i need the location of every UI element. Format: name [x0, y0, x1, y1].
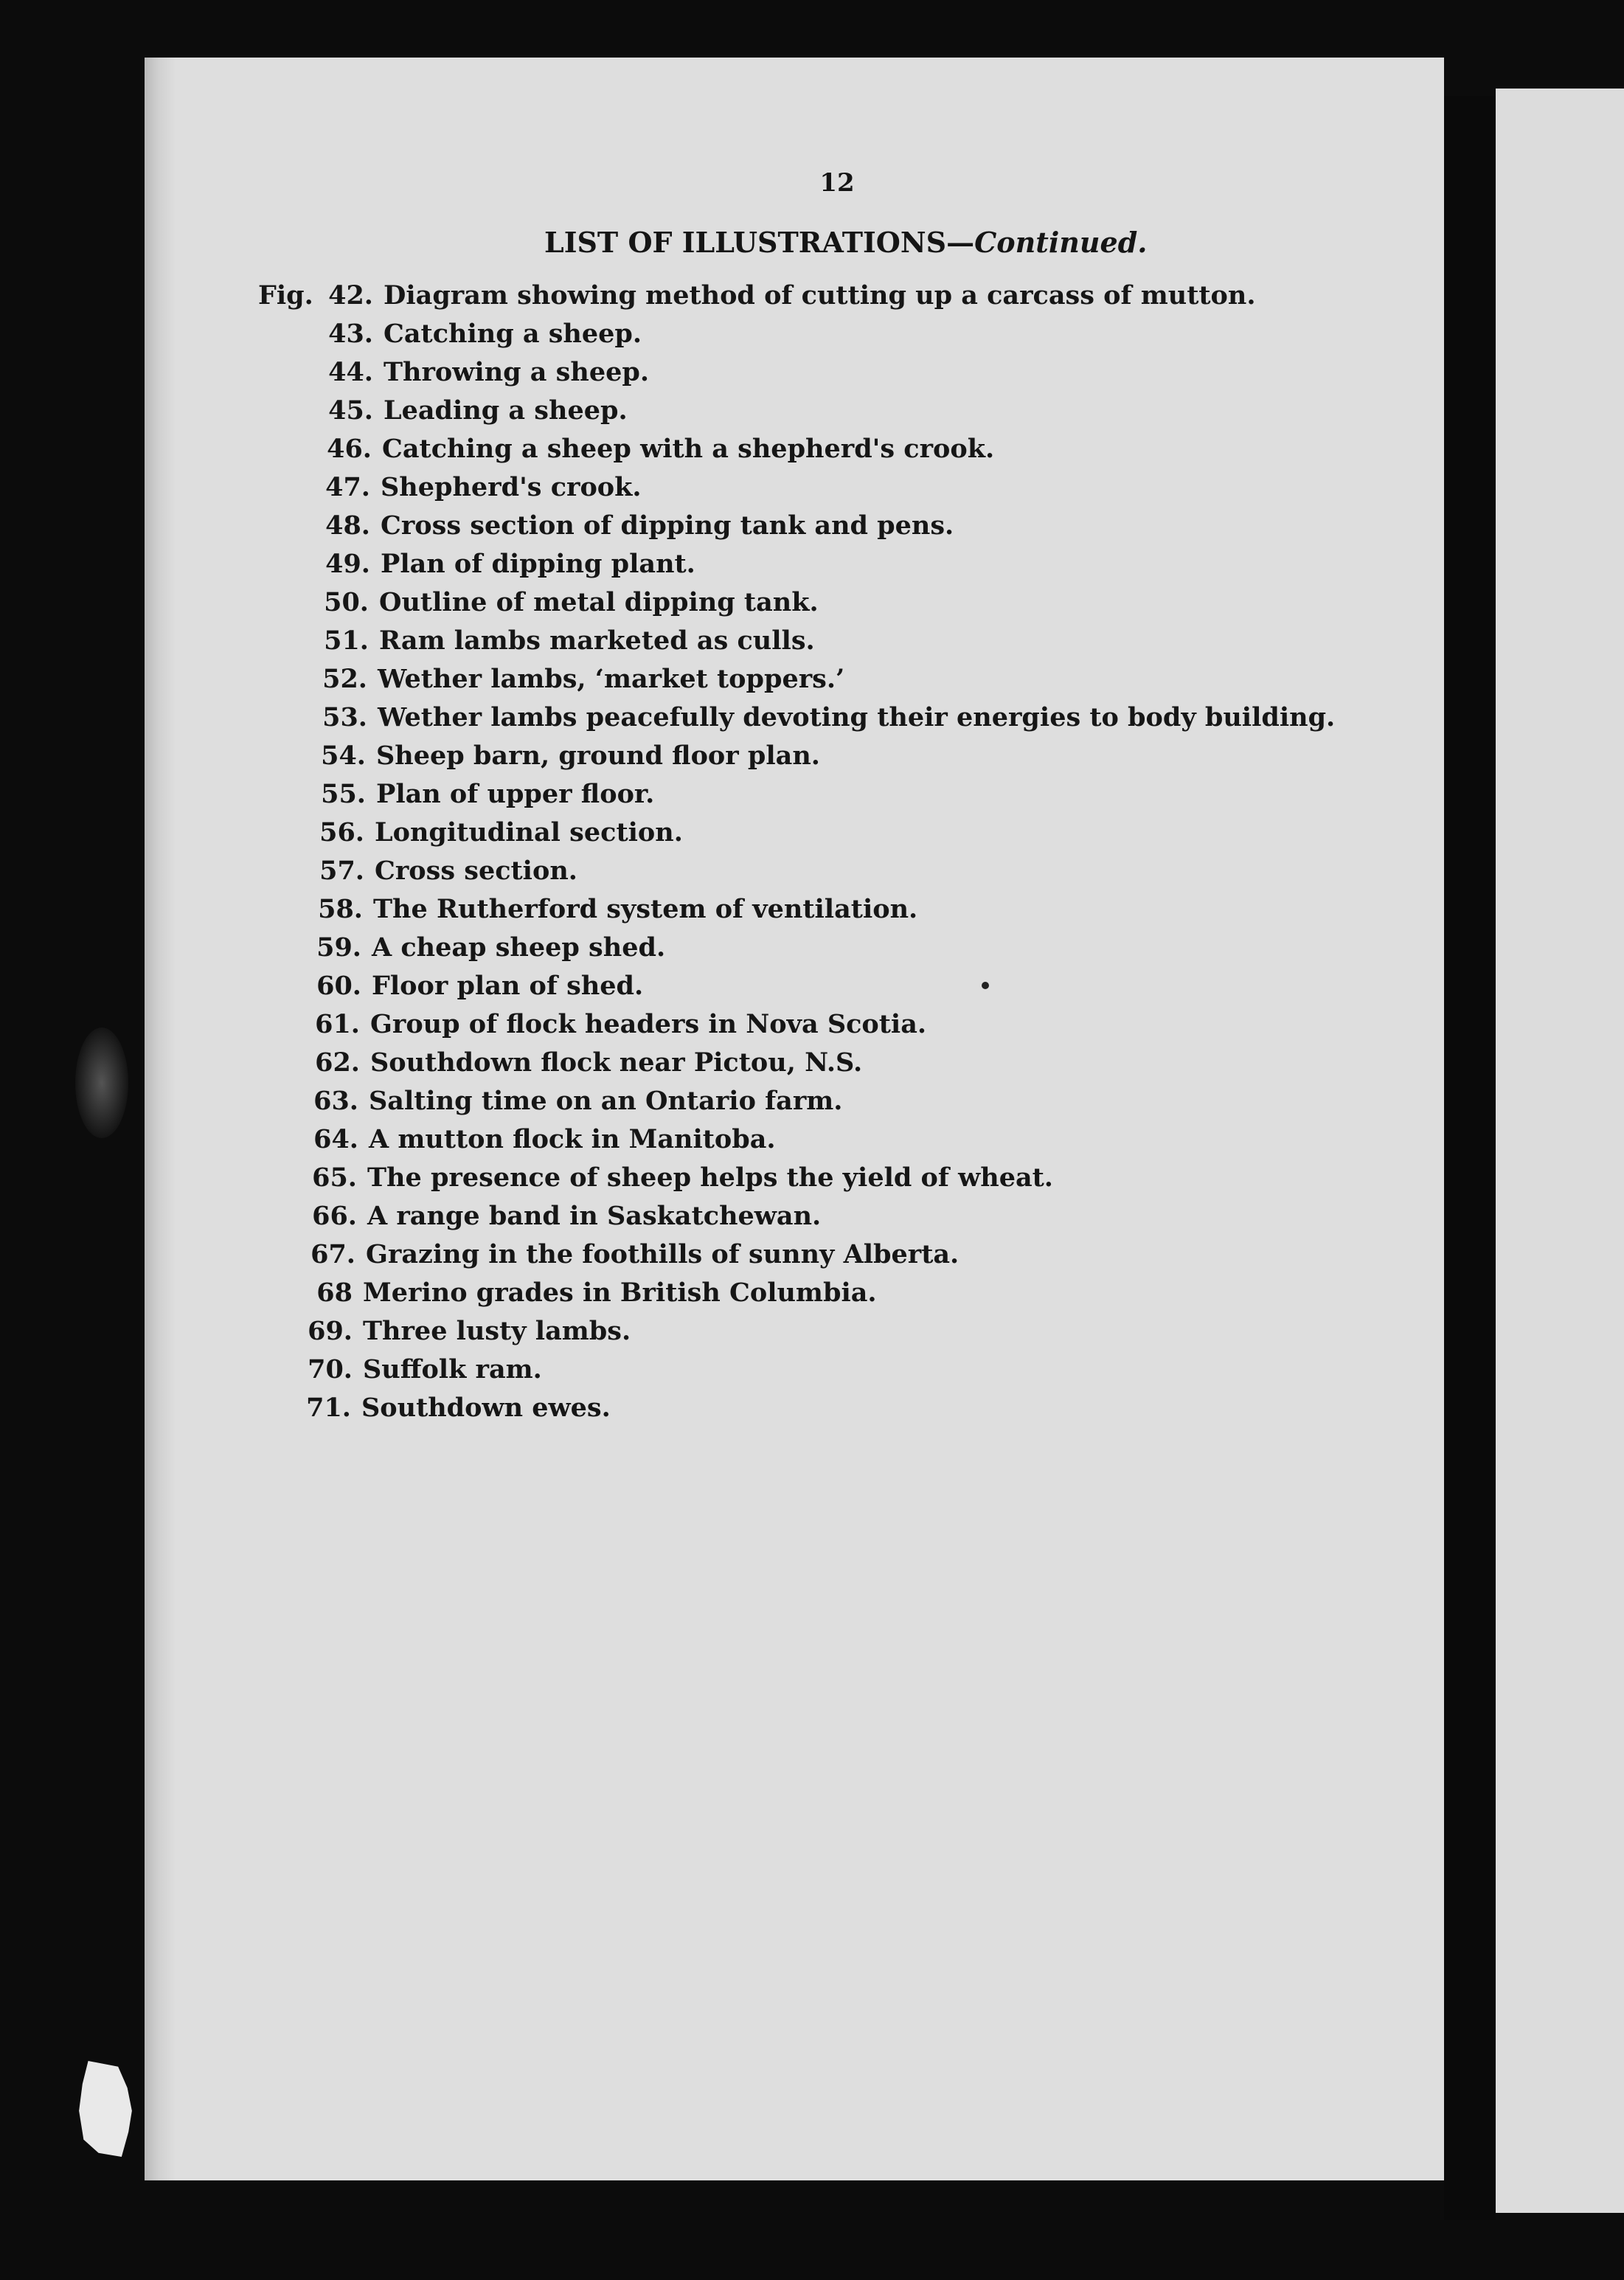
scan-stain — [75, 1028, 128, 1138]
figure-caption: Plan of upper floor. — [376, 779, 655, 809]
figure-list-item — [237, 1278, 877, 1308]
figure-caption: Wether lambs, ‘market toppers.’ — [378, 664, 845, 694]
figure-caption: Plan of dipping plant. — [381, 549, 695, 579]
fig-prefix: Fig. — [258, 280, 313, 311]
page-binding-edge — [145, 58, 176, 2180]
figure-number: 53. — [322, 702, 367, 732]
figure-caption: Catching a sheep with a shepherd's crook. — [382, 434, 995, 464]
adjacent-page — [1496, 89, 1624, 2213]
figure-number: 43. — [328, 319, 373, 349]
figure-list-item — [243, 1124, 776, 1154]
book-spine — [1444, 96, 1496, 2220]
figure-list-item — [246, 932, 665, 963]
figure-list-item — [252, 664, 844, 694]
figure-caption: Leading a sheep. — [384, 395, 628, 426]
figure-list-item — [242, 1162, 1053, 1193]
figure-number: 69. — [308, 1316, 353, 1346]
figure-number: 65. — [312, 1162, 357, 1193]
figure-caption: Wether lambs peacefully devoting their energies to body building. — [378, 702, 1336, 732]
figure-list-item — [258, 357, 649, 387]
figure-caption: Southdown flock near Pictou, N.S. — [370, 1047, 863, 1078]
figure-caption: Grazing in the foothills of sunny Alberta. — [366, 1239, 960, 1269]
figure-list-item — [251, 779, 654, 809]
figure-caption: Outline of metal dipping tank. — [379, 587, 819, 617]
ink-speck — [982, 982, 989, 989]
figure-caption: Throwing a sheep. — [384, 357, 650, 387]
figure-number: 71. — [306, 1393, 351, 1423]
title-continued: Continued. — [974, 226, 1148, 259]
figure-caption: Suffolk ram. — [363, 1354, 542, 1385]
figure-list-item — [255, 510, 954, 541]
figure-caption: Diagram showing method of cutting up a carcass of mutton. — [384, 280, 1256, 311]
figure-list-item — [258, 395, 628, 426]
figure-list-item — [258, 319, 642, 349]
figure-number: 52. — [322, 664, 367, 694]
figure-caption: Longitudinal section. — [375, 817, 683, 848]
figure-list-item — [251, 741, 820, 771]
figure-caption: Ram lambs marketed as culls. — [379, 626, 815, 656]
figure-caption: Three lusty lambs. — [363, 1316, 631, 1346]
figure-caption: Cross section. — [375, 856, 577, 886]
figure-list-item — [245, 1009, 926, 1039]
figure-caption: The Rutherford system of ventilation. — [373, 894, 918, 924]
figure-number: 56. — [319, 817, 364, 848]
figure-list-item — [258, 280, 1256, 311]
figure-number: 45. — [328, 395, 373, 426]
figure-caption: A mutton flock in Manitoba. — [369, 1124, 776, 1154]
figure-list-item — [237, 1316, 631, 1346]
figure-number: 60. — [316, 971, 361, 1001]
figure-list-item — [240, 1239, 959, 1269]
figure-list-item — [254, 587, 819, 617]
figure-number: 42. — [328, 280, 373, 311]
figure-caption: The presence of sheep helps the yield of wheat. — [367, 1162, 1053, 1193]
figure-list-item — [249, 817, 683, 848]
figure-list-item — [243, 1086, 843, 1116]
figure-caption: Floor plan of shed. — [372, 971, 644, 1001]
torn-paper-fragment — [77, 2061, 134, 2157]
page-title — [544, 226, 1148, 259]
figure-caption: Catching a sheep. — [384, 319, 642, 349]
figure-list-item — [248, 894, 917, 924]
figure-list-item — [246, 971, 643, 1001]
figure-number: 70. — [308, 1354, 353, 1385]
figure-number: 54. — [321, 741, 366, 771]
figure-list-item — [236, 1393, 611, 1423]
figure-number: 46. — [327, 434, 372, 464]
figure-list-item — [237, 1354, 542, 1385]
figure-number: 49. — [325, 549, 370, 579]
title-main: LIST OF ILLUSTRATIONS— — [544, 226, 975, 259]
figure-caption: A range band in Saskatchewan. — [367, 1201, 822, 1231]
figure-caption: Group of flock headers in Nova Scotia. — [370, 1009, 927, 1039]
figure-list-item — [257, 434, 994, 464]
figure-caption: Southdown ewes. — [361, 1393, 611, 1423]
figure-caption: Merino grades in British Columbia. — [363, 1278, 877, 1308]
figure-number: 62. — [315, 1047, 360, 1078]
figure-caption: Salting time on an Ontario farm. — [369, 1086, 843, 1116]
figure-number: 50. — [324, 587, 369, 617]
figure-list-item — [249, 856, 577, 886]
figure-number: 48. — [325, 510, 370, 541]
figure-caption: A cheap sheep shed. — [372, 932, 666, 963]
figure-list-item — [254, 626, 815, 656]
figure-number: 44. — [328, 357, 373, 387]
figure-number: 59. — [316, 932, 361, 963]
figure-number: 64. — [313, 1124, 358, 1154]
figure-list-item — [255, 472, 642, 502]
figure-number: 66. — [312, 1201, 357, 1231]
figure-caption: Sheep barn, ground floor plan. — [376, 741, 820, 771]
figure-number: 67. — [310, 1239, 355, 1269]
page-number: 12 — [819, 168, 855, 198]
figure-list-item — [252, 702, 1335, 732]
figure-number: 61. — [315, 1009, 360, 1039]
figure-number: 68 — [316, 1278, 353, 1308]
figure-list-item — [242, 1201, 821, 1231]
figure-list-item — [245, 1047, 862, 1078]
figure-list-item — [255, 549, 695, 579]
figure-number: 47. — [325, 472, 370, 502]
figure-number: 63. — [313, 1086, 358, 1116]
figure-caption: Cross section of dipping tank and pens. — [381, 510, 954, 541]
figure-number: 58. — [318, 894, 363, 924]
figure-caption: Shepherd's crook. — [381, 472, 642, 502]
figure-number: 57. — [319, 856, 364, 886]
figure-number: 51. — [324, 626, 369, 656]
figure-number: 55. — [321, 779, 366, 809]
